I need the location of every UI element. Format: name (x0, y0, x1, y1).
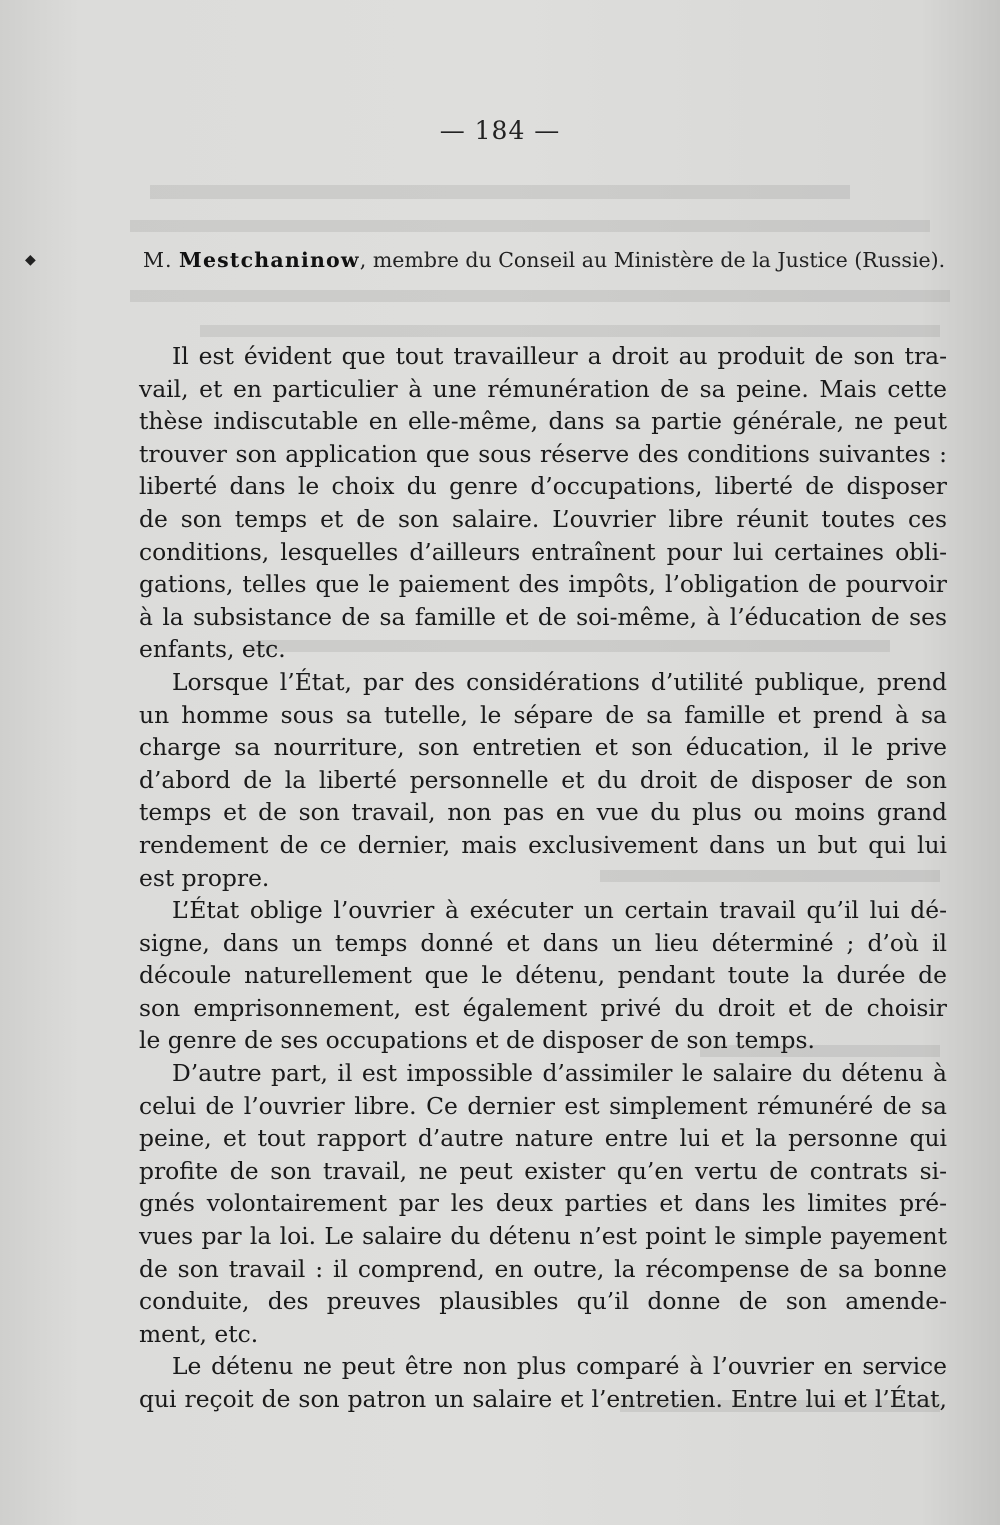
text-line: temps et de son travail, non pas en vue du plus ou moins grand (139, 798, 947, 827)
paragraph (139, 894, 947, 1057)
text-line: vues par la loi. Le salaire du détenu n’est point le simple payement (139, 1222, 947, 1251)
paragraph (139, 666, 947, 894)
text-line: Le détenu ne peut être non plus comparé à l’ouvrier en service (172, 1352, 947, 1381)
text-line: celui de l’ouvrier libre. Ce dernier est simplement rémunéré de sa (139, 1091, 947, 1120)
text-line: qui reçoit de son patron un salaire et l’entretien. Entre lui et l’État, (139, 1385, 947, 1413)
text-line: de son temps et de son salaire. L’ouvrier libre réunit toutes ces (139, 504, 947, 533)
body-text (139, 340, 947, 1416)
text-line: peine, et tout rapport d’autre nature entre lui et la personne qui (139, 1124, 947, 1153)
text-line: ment, etc. (139, 1319, 259, 1348)
text-line: rendement de ce dernier, mais exclusivement dans un but qui lui (139, 830, 947, 859)
text-line: conduite, des preuves plausibles qu’il donne de son amende- (139, 1287, 947, 1316)
text-line: Il est évident que tout travailleur a droit au produit de son tra- (172, 342, 947, 370)
text-line: à la subsistance de sa famille et de soi-même, à l’éducation de ses (139, 602, 947, 631)
text-line: signe, dans un temps donné et dans un lieu déterminé ; d’où il (139, 928, 947, 957)
text-line: D’autre part, il est impossible d’assimiler le salaire du détenu à (172, 1059, 947, 1088)
text-line: thèse indiscutable en elle-même, dans sa partie générale, ne peut (139, 407, 947, 436)
text-line: d’abord de la liberté personnelle et du droit de disposer de son (139, 765, 947, 794)
speaker-prefix: M. (143, 248, 173, 272)
text-line: un homme sous sa tutelle, le sépare de sa famille et prend à sa (139, 700, 947, 729)
paragraph (139, 1057, 947, 1350)
text-line: est propre. (139, 863, 270, 892)
page-number: — 184 — (439, 116, 561, 145)
speaker-name: Mestchaninow (179, 248, 360, 272)
speaker-description: , membre du Conseil au Ministère de la Justice (Russie). (359, 248, 946, 272)
text-line: gnés volontairement par les deux parties et dans les limites pré- (139, 1189, 947, 1218)
text-line: L’État oblige l’ouvrier à exécuter un certain travail qu’il lui dé- (172, 896, 947, 925)
text-line: conditions, lesquelles d’ailleurs entraînent pour lui certaines obli- (139, 537, 947, 566)
text-line: le genre de ses occupations et de disposer de son temps. (139, 1026, 815, 1055)
margin-mark-icon: ◆ (25, 252, 36, 268)
text-line: enfants, etc. (139, 635, 286, 664)
paragraph (139, 340, 947, 666)
text-line: découle naturellement que le détenu, pendant toute la durée de (139, 961, 947, 990)
text-line: charge sa nourriture, son entretien et son éducation, il le prive (139, 733, 947, 762)
text-line: gations, telles que le paiement des impôts, l’obligation de pourvoir (139, 570, 947, 599)
text-line: de son travail : il comprend, en outre, la récompense de sa bonne (139, 1254, 947, 1283)
text-line: son emprisonnement, est également privé du droit et de choisir (139, 993, 947, 1022)
text-line: trouver son application que sous réserve des conditions suivantes : (139, 439, 947, 468)
text-line: profite de son travail, ne peut exister qu’en vertu de contrats si- (139, 1156, 947, 1185)
text-line: Lorsque l’État, par des considérations d’utilité publique, prend (172, 667, 947, 696)
text-line: liberté dans le choix du genre d’occupations, liberté de disposer (139, 472, 947, 501)
speaker-heading (25, 248, 953, 272)
paragraph (139, 1350, 947, 1415)
text-line: vail, et en particulier à une rémunération de sa peine. Mais cette (139, 374, 947, 403)
